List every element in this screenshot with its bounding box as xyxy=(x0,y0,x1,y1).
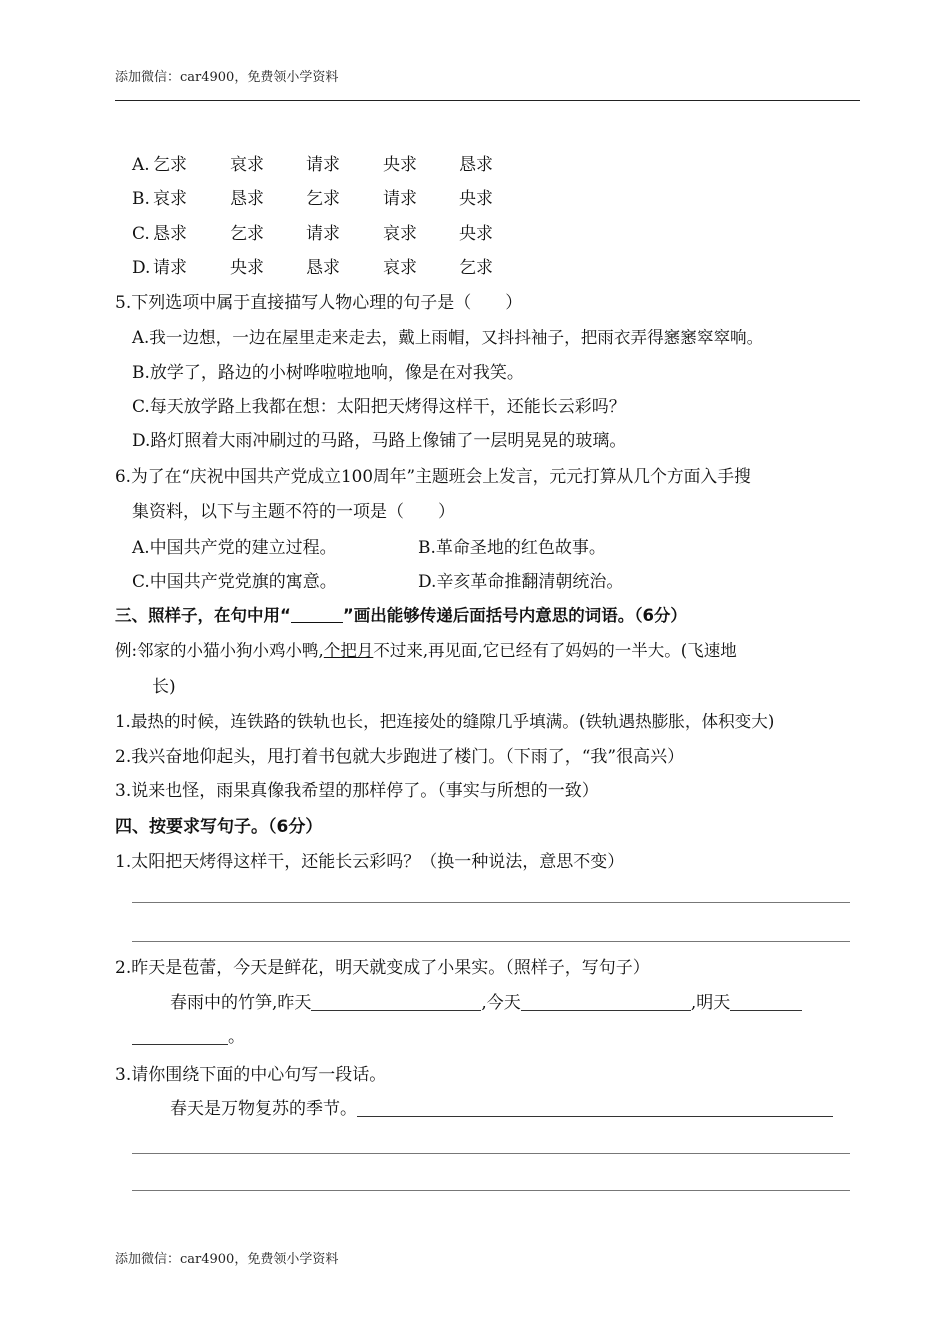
fill-blank-tomorrow-cont[interactable] xyxy=(132,1026,228,1045)
q5-option-c: C.每天放学路上我都在想：太阳把天烤得这样干，还能长云彩吗？ xyxy=(132,397,626,417)
q4-option-c-word-5: 央求 xyxy=(459,224,493,244)
q6-option-d: D.辛亥革命推翻清朝统治。 xyxy=(418,572,624,592)
q4-option-d-label: D. xyxy=(132,258,151,278)
q4-option-d-word-3: 恳求 xyxy=(306,258,340,278)
q4-option-b-word-2: 恳求 xyxy=(230,189,264,209)
q4-option-d-word-4: 哀求 xyxy=(383,258,417,278)
q6-stem-line2: 集资料，以下与主题不符的一项是（ ） xyxy=(132,502,455,522)
example-underlined-phrase: 个把月 xyxy=(323,641,374,660)
q5-option-b: B.放学了，路边的小树哗啦啦地响，像是在对我笑。 xyxy=(132,363,524,383)
paragraph-line-0[interactable] xyxy=(357,1098,833,1117)
q6-option-c: C.中国共产党党旗的寓意。 xyxy=(132,572,337,592)
example-pre: 例:邻家的小猫小狗小鸡小鸭, xyxy=(115,641,324,660)
example-post: 不过来,再见面,它已经有了妈妈的一半大。(飞速地 xyxy=(373,641,737,660)
section4-item-3: 3.请你围绕下面的中心句写一段话。 xyxy=(115,1065,387,1085)
page-header: 添加微信：car4900，免费领小学资料 xyxy=(115,70,339,85)
section4-item-2-end xyxy=(132,1026,245,1048)
page-footer: 添加微信：car4900，免费领小学资料 xyxy=(115,1252,339,1267)
prompt-end: 。 xyxy=(228,1027,245,1047)
prompt-part-b: ,今天 xyxy=(481,993,521,1013)
q4-option-c-label: C. xyxy=(132,224,150,244)
q4-option-c-word-1: 恳求 xyxy=(153,224,187,244)
prompt-part-c: ,明天 xyxy=(690,993,731,1013)
q4-option-a-label: A. xyxy=(132,155,150,175)
paragraph-line-1[interactable] xyxy=(132,1153,850,1154)
q4-option-b-word-3: 乞求 xyxy=(306,189,340,209)
q4-option-b-word-1: 哀求 xyxy=(153,189,187,209)
section3-example-cont: 长) xyxy=(152,677,176,697)
section4-item-2: 2.昨天是苞蕾，今天是鲜花，明天就变成了小果实。（照样子，写句子） xyxy=(115,958,650,978)
section3-title-pre: 三、照样子，在句中用“ xyxy=(115,606,291,625)
q4-option-d-word-5: 乞求 xyxy=(459,258,493,278)
q4-option-a-word-4: 央求 xyxy=(383,155,417,175)
header-divider xyxy=(115,100,860,101)
q4-option-c-word-4: 哀求 xyxy=(383,224,417,244)
q4-option-b-word-4: 请求 xyxy=(383,189,417,209)
q5-option-a: A.我一边想，一边在屋里走来走去，戴上雨帽，又抖抖袖子，把雨衣弄得窸窸窣窣响。 xyxy=(132,328,764,347)
answer-line-1[interactable] xyxy=(132,902,850,903)
q4-option-b-label: B. xyxy=(132,189,150,209)
section3-item-1: 1.最热的时候，连铁路的铁轨也长，把连接处的缝隙几乎填满。(铁轨遇热膨胀，体积变大) xyxy=(115,712,775,731)
answer-line-2[interactable] xyxy=(132,941,850,942)
section4-item-1: 1.太阳把天烤得这样干，还能长云彩吗？（换一种说法，意思不变） xyxy=(115,852,625,872)
q4-option-c-word-2: 乞求 xyxy=(230,224,264,244)
q4-option-c-word-3: 请求 xyxy=(306,224,340,244)
q4-option-b-word-5: 央求 xyxy=(459,189,493,209)
underline-sample xyxy=(291,606,343,623)
fill-blank-tomorrow[interactable] xyxy=(730,992,802,1011)
prompt-part-a: 春雨中的竹笋,昨天 xyxy=(170,993,312,1013)
paragraph-line-2[interactable] xyxy=(132,1190,850,1191)
q4-option-a-word-2: 哀求 xyxy=(230,155,264,175)
q6-option-b: B.革命圣地的红色故事。 xyxy=(418,538,606,558)
section3-title-post: ”画出能够传递后面括号内意思的词语。（6分） xyxy=(342,606,687,625)
section4-title: 四、按要求写句子。（6分） xyxy=(115,817,323,837)
q5-option-d: D.路灯照着大雨冲刷过的马路，马路上像铺了一层明晃晃的玻璃。 xyxy=(132,431,627,451)
fill-blank-yesterday[interactable] xyxy=(311,992,481,1011)
q4-option-a-word-5: 恳求 xyxy=(459,155,493,175)
fill-blank-today[interactable] xyxy=(521,992,691,1011)
q5-stem: 5.下列选项中属于直接描写人物心理的句子是（ ） xyxy=(115,293,523,313)
section3-item-3: 3.说来也怪，雨果真像我希望的那样停了。（事实与所想的一致） xyxy=(115,781,599,801)
q4-option-d-word-2: 央求 xyxy=(230,258,264,278)
q4-option-a-word-3: 请求 xyxy=(306,155,340,175)
section4-item-2-prompt xyxy=(170,992,802,1014)
q6-stem-line1: 6.为了在“庆祝中国共产党成立100周年”主题班会上发言，元元打算从几个方面入手搜 xyxy=(115,466,751,486)
section3-title xyxy=(115,605,687,627)
central-sentence: 春天是万物复苏的季节。 xyxy=(170,1099,357,1119)
q4-option-d-word-1: 请求 xyxy=(153,258,187,278)
section3-example xyxy=(115,640,737,662)
q6-option-a: A.中国共产党的建立过程。 xyxy=(132,538,337,558)
section4-item-3-lead xyxy=(170,1098,833,1120)
q4-option-a-word-1: 乞求 xyxy=(153,155,187,175)
section3-item-2: 2.我兴奋地仰起头，甩打着书包就大步跑进了楼门。（下雨了，“我”很高兴） xyxy=(115,747,685,767)
